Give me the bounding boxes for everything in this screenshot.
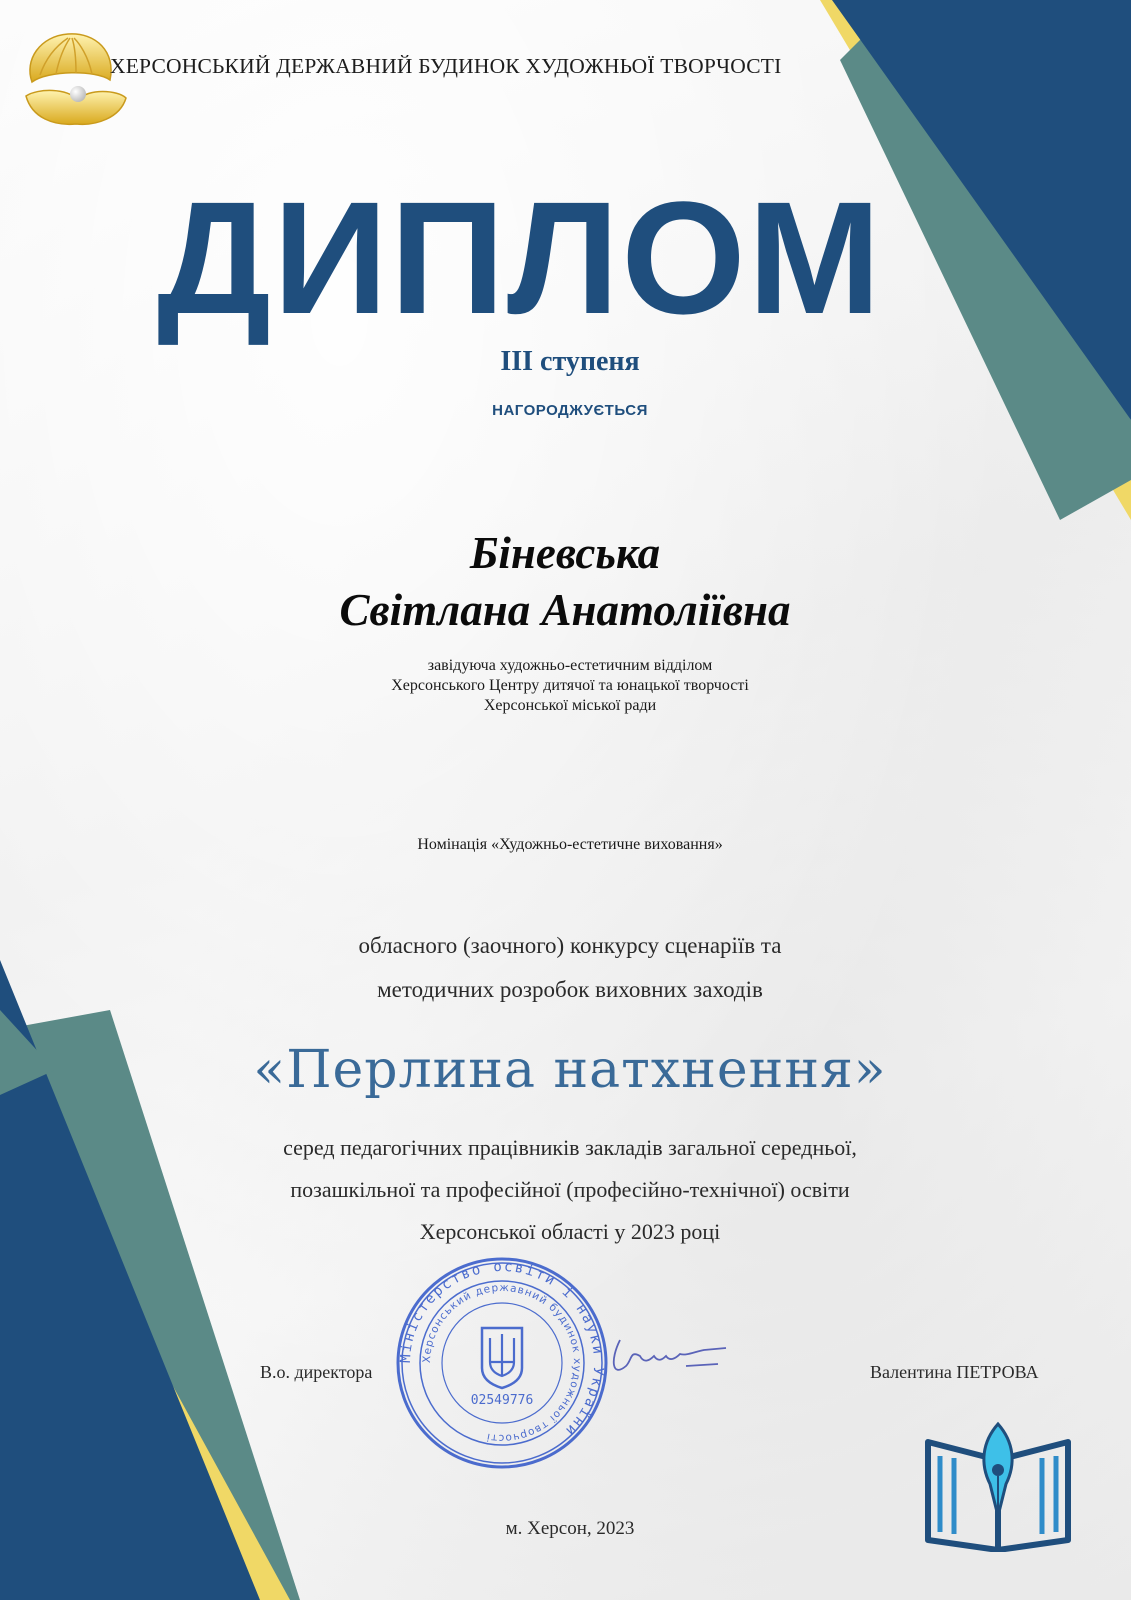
signature-name: Валентина ПЕТРОВА	[870, 1362, 1039, 1382]
official-stamp	[392, 1256, 612, 1471]
stamp-outer-text: Міністерство освіти і науки України	[397, 1258, 607, 1440]
participants-line: Херсонської області у 2023 році	[419, 1219, 721, 1244]
diploma-title: ДИПЛОМ	[157, 168, 883, 347]
contest-description-line: методичних розробок виховних заходів	[377, 977, 763, 1002]
participants-line: серед педагогічних працівників закладів загальної середньої,	[283, 1135, 857, 1160]
city-year: м. Херсон, 2023	[505, 1518, 635, 1539]
awarded-label: НАГОРОДЖУЄТЬСЯ	[492, 402, 648, 419]
contest-name: «Перлина натхнення»	[253, 1040, 887, 1100]
recipient-position-line: завідуюча художньо-естетичним відділом	[427, 657, 713, 674]
recipient-position-line: Херсонської міської ради	[483, 697, 657, 714]
stamp-code: 02549776	[470, 1393, 534, 1408]
signature-scribble	[600, 1330, 730, 1390]
recipient-surname: Біневська	[469, 528, 661, 578]
book-pen-icon	[918, 1420, 1078, 1552]
contest-description-line: обласного (заочного) конкурсу сценаріїв та	[358, 933, 782, 958]
diploma-degree: ІІІ ступеня	[500, 346, 640, 377]
trident-icon	[482, 1328, 522, 1388]
signature-role: В.о. директора	[260, 1362, 373, 1382]
nomination: Номінація «Художньо-естетичне виховання»	[417, 836, 723, 853]
recipient-position-line: Херсонського Центру дитячої та юнацької творчості	[391, 677, 749, 694]
pearl-shell-icon	[18, 30, 130, 130]
stamp-inner-text: Херсонський державний будинок художньої творчості	[420, 1281, 584, 1445]
participants-line: позашкільної та професійної (професійно-технічної) освіти	[290, 1177, 850, 1202]
organization-title: ХЕРСОНСЬКИЙ ДЕРЖАВНИЙ БУДИНОК ХУДОЖНЬОЇ ТВОРЧОСТІ	[110, 54, 782, 78]
recipient-given-names: Світлана Анатоліївна	[339, 585, 791, 635]
